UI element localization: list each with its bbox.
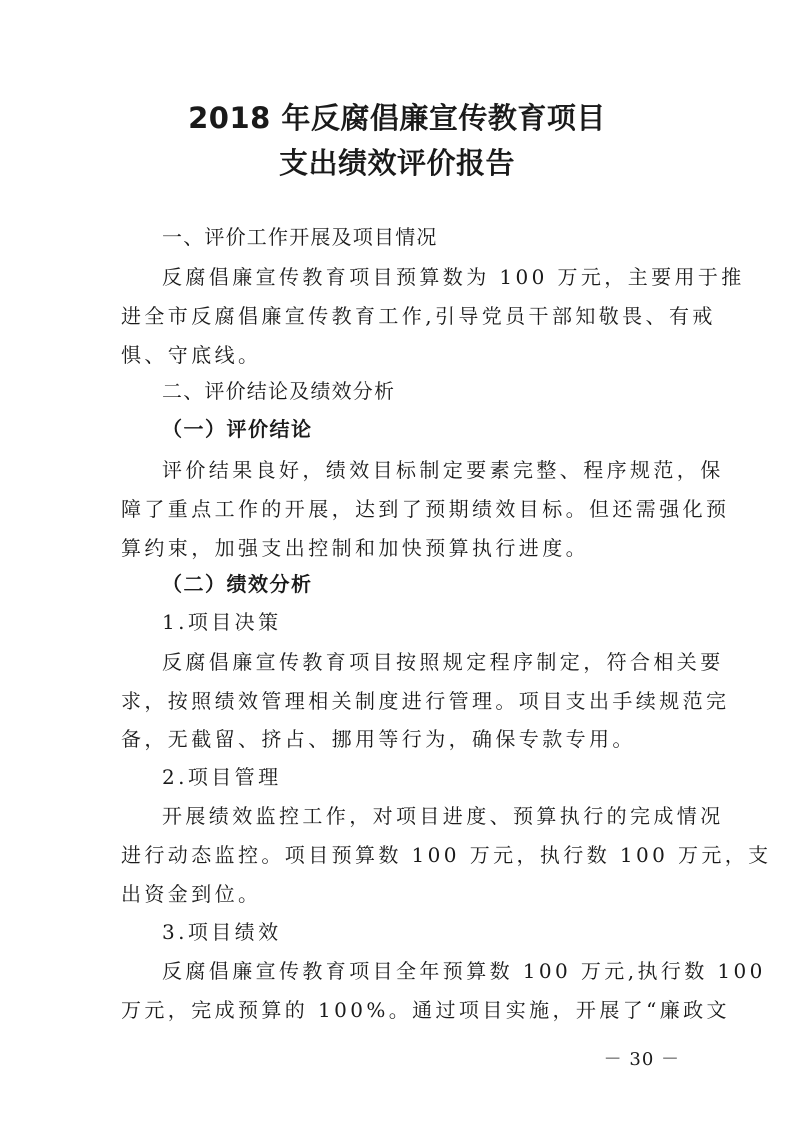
paragraph-line: 反腐倡廉宣传教育项目按照规定程序制定，符合相关要 — [162, 650, 724, 674]
paragraph-line: 进行动态监控。项目预算数 100 万元，执行数 100 万元，支 — [121, 843, 772, 867]
paragraph-line: 求，按照绩效管理相关制度进行管理。项目支出手续规范完 — [121, 689, 730, 713]
paragraph-line: 评价结果良好，绩效目标制定要素完整、程序规范，保 — [162, 458, 724, 482]
paragraph-line: 惧、守底线。 — [121, 343, 262, 367]
paragraph-line: 进全市反腐倡廉宣传教育工作,引导党员干部知敬畏、有戒 — [121, 304, 716, 328]
paragraph-line: 反腐倡廉宣传教育项目预算数为 100 万元，主要用于推 — [162, 265, 745, 289]
paragraph-line: 反腐倡廉宣传教育项目全年预算数 100 万元,执行数 100 — [162, 959, 766, 983]
section-heading: 一、评价工作开展及项目情况 — [162, 225, 438, 249]
paragraph-line: 开展绩效监控工作，对项目进度、预算执行的完成情况 — [162, 804, 724, 828]
paragraph-line: 障了重点工作的开展，达到了预期绩效目标。但还需强化预 — [121, 497, 730, 521]
item-heading: 2.项目管理 — [162, 765, 282, 789]
subsection-heading: （一）评价结论 — [162, 417, 313, 441]
document-title-line-2: 支出绩效评价报告 — [278, 146, 515, 180]
paragraph-line: 备，无截留、挤占、挪用等行为，确保专款专用。 — [121, 727, 636, 751]
paragraph-line: 万元，完成预算的 100%。通过项目实施，开展了“廉政文 — [121, 998, 730, 1022]
subsection-heading: （二）绩效分析 — [162, 572, 313, 596]
paragraph-line: 出资金到位。 — [121, 882, 262, 906]
item-heading: 1.项目决策 — [162, 610, 282, 634]
item-heading: 3.项目绩效 — [162, 920, 282, 944]
section-heading: 二、评价结论及绩效分析 — [162, 379, 396, 403]
document-title-line-1: 2018 年反腐倡廉宣传教育项目 — [188, 101, 606, 135]
page-number: － 30 － — [603, 1049, 680, 1070]
paragraph-line: 算约束，加强支出控制和加快预算执行进度。 — [121, 536, 589, 560]
